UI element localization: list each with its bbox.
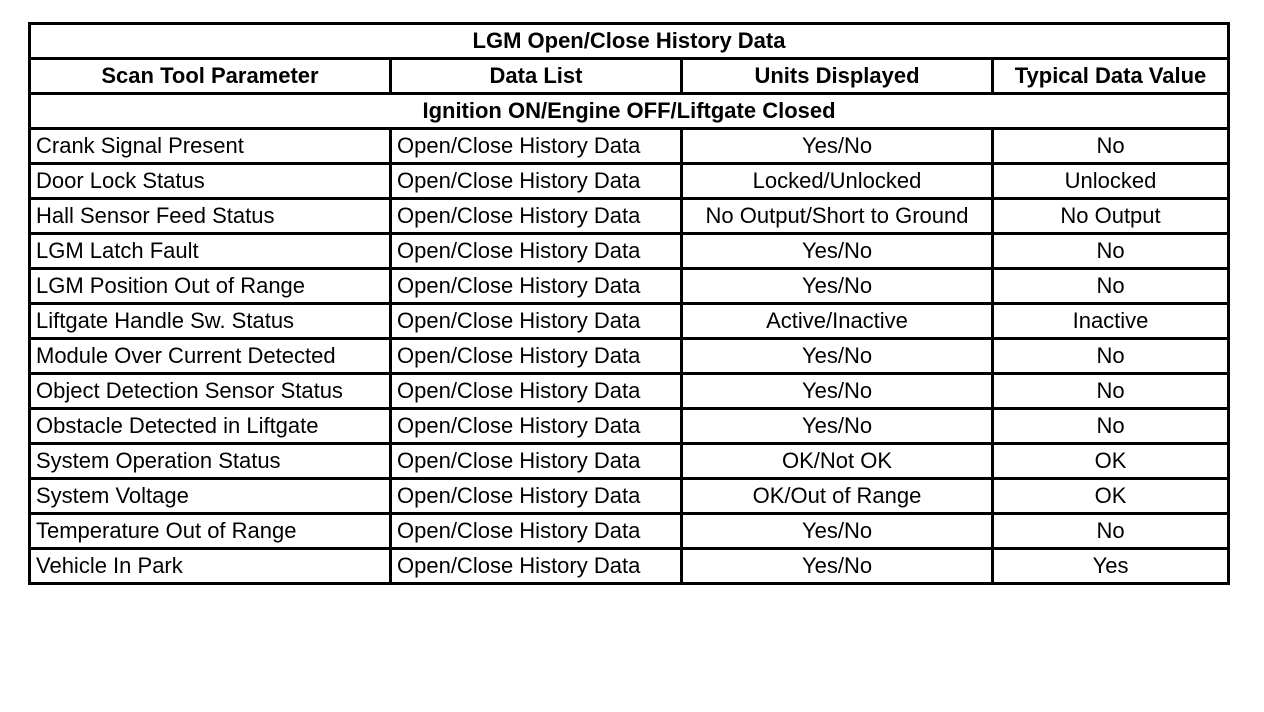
units-cell: Yes/No bbox=[682, 269, 993, 304]
units-cell: No Output/Short to Ground bbox=[682, 199, 993, 234]
parameter-cell: Crank Signal Present bbox=[30, 129, 391, 164]
table-row bbox=[30, 304, 1229, 339]
units-cell: Yes/No bbox=[682, 339, 993, 374]
typical-value-cell: Unlocked bbox=[993, 164, 1229, 199]
typical-value-cell: No bbox=[993, 129, 1229, 164]
typical-value-cell: OK bbox=[993, 479, 1229, 514]
table-row bbox=[30, 444, 1229, 479]
table-title: LGM Open/Close History Data bbox=[30, 24, 1229, 59]
data-list-cell: Open/Close History Data bbox=[391, 164, 682, 199]
table-row bbox=[30, 409, 1229, 444]
column-header-units: Units Displayed bbox=[682, 59, 993, 94]
table-row bbox=[30, 339, 1229, 374]
data-list-cell: Open/Close History Data bbox=[391, 199, 682, 234]
typical-value-cell: No bbox=[993, 234, 1229, 269]
table-row bbox=[30, 374, 1229, 409]
units-cell: Yes/No bbox=[682, 514, 993, 549]
units-cell: Yes/No bbox=[682, 409, 993, 444]
parameter-cell: System Voltage bbox=[30, 479, 391, 514]
table-row bbox=[30, 199, 1229, 234]
parameter-cell: LGM Latch Fault bbox=[30, 234, 391, 269]
typical-value-cell: No bbox=[993, 514, 1229, 549]
table-row bbox=[30, 479, 1229, 514]
data-list-cell: Open/Close History Data bbox=[391, 269, 682, 304]
section-row bbox=[30, 94, 1229, 129]
parameter-cell: Object Detection Sensor Status bbox=[30, 374, 391, 409]
units-cell: Yes/No bbox=[682, 234, 993, 269]
column-header-parameter: Scan Tool Parameter bbox=[30, 59, 391, 94]
typical-value-cell: No Output bbox=[993, 199, 1229, 234]
section-heading: Ignition ON/Engine OFF/Liftgate Closed bbox=[30, 94, 1229, 129]
parameter-cell: Liftgate Handle Sw. Status bbox=[30, 304, 391, 339]
typical-value-cell: No bbox=[993, 374, 1229, 409]
units-cell: Yes/No bbox=[682, 549, 993, 584]
parameter-cell: Vehicle In Park bbox=[30, 549, 391, 584]
units-cell: Yes/No bbox=[682, 374, 993, 409]
units-cell: Active/Inactive bbox=[682, 304, 993, 339]
column-header-typical-value: Typical Data Value bbox=[993, 59, 1229, 94]
header-row bbox=[30, 59, 1229, 94]
typical-value-cell: OK bbox=[993, 444, 1229, 479]
table-row bbox=[30, 164, 1229, 199]
data-list-cell: Open/Close History Data bbox=[391, 234, 682, 269]
parameter-cell: Module Over Current Detected bbox=[30, 339, 391, 374]
table-row bbox=[30, 549, 1229, 584]
table-row bbox=[30, 129, 1229, 164]
data-list-cell: Open/Close History Data bbox=[391, 304, 682, 339]
parameter-cell: Obstacle Detected in Liftgate bbox=[30, 409, 391, 444]
parameter-cell: System Operation Status bbox=[30, 444, 391, 479]
units-cell: OK/Out of Range bbox=[682, 479, 993, 514]
data-list-cell: Open/Close History Data bbox=[391, 409, 682, 444]
data-list-cell: Open/Close History Data bbox=[391, 549, 682, 584]
table-row bbox=[30, 514, 1229, 549]
parameter-cell: Temperature Out of Range bbox=[30, 514, 391, 549]
data-list-cell: Open/Close History Data bbox=[391, 374, 682, 409]
units-cell: Yes/No bbox=[682, 129, 993, 164]
column-header-data-list: Data List bbox=[391, 59, 682, 94]
parameter-cell: Door Lock Status bbox=[30, 164, 391, 199]
parameter-cell: Hall Sensor Feed Status bbox=[30, 199, 391, 234]
data-list-cell: Open/Close History Data bbox=[391, 479, 682, 514]
typical-value-cell: Yes bbox=[993, 549, 1229, 584]
typical-value-cell: Inactive bbox=[993, 304, 1229, 339]
data-list-cell: Open/Close History Data bbox=[391, 129, 682, 164]
typical-value-cell: No bbox=[993, 269, 1229, 304]
units-cell: OK/Not OK bbox=[682, 444, 993, 479]
title-row bbox=[30, 24, 1229, 59]
typical-value-cell: No bbox=[993, 409, 1229, 444]
data-list-cell: Open/Close History Data bbox=[391, 339, 682, 374]
table-row bbox=[30, 269, 1229, 304]
history-data-table bbox=[28, 22, 1230, 585]
parameter-cell: LGM Position Out of Range bbox=[30, 269, 391, 304]
typical-value-cell: No bbox=[993, 339, 1229, 374]
data-list-cell: Open/Close History Data bbox=[391, 514, 682, 549]
data-list-cell: Open/Close History Data bbox=[391, 444, 682, 479]
units-cell: Locked/Unlocked bbox=[682, 164, 993, 199]
table-row bbox=[30, 234, 1229, 269]
